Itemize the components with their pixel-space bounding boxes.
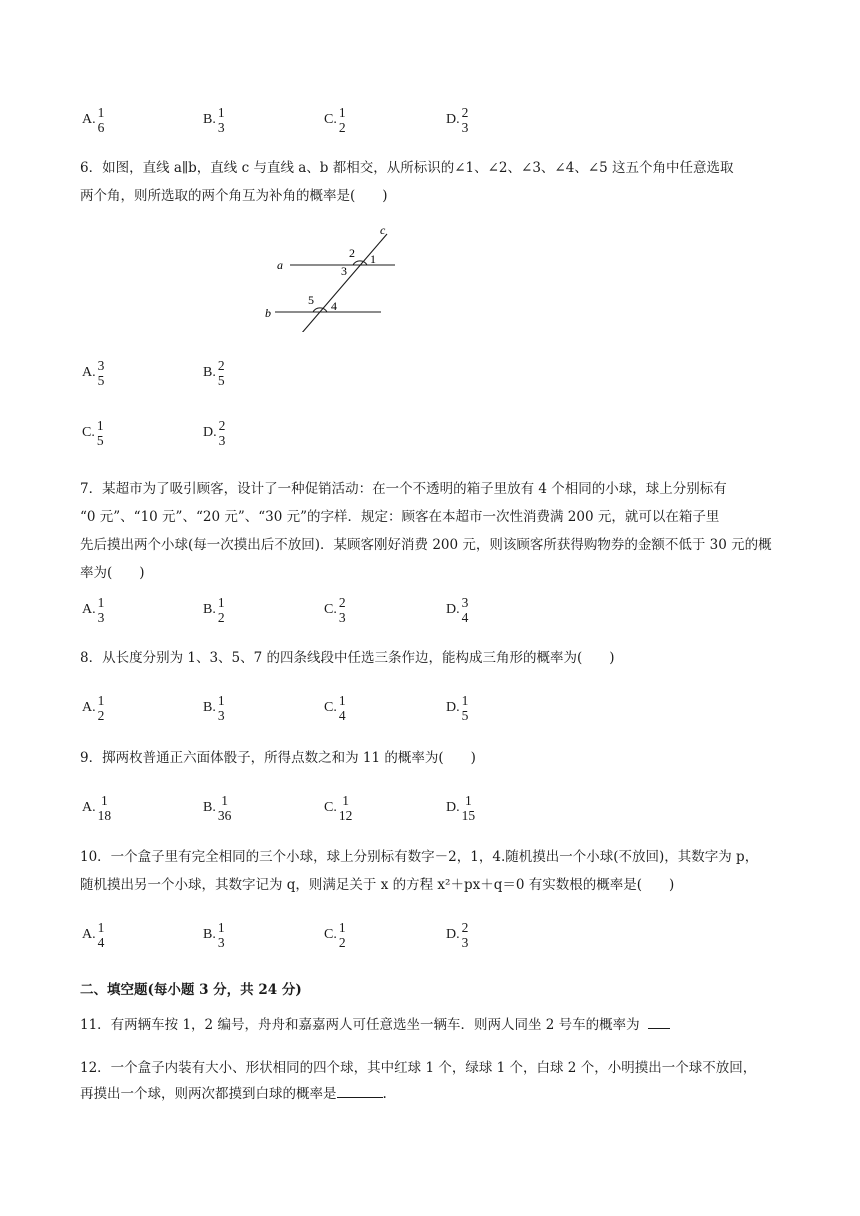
denominator: 15: [461, 808, 476, 823]
numerator: 1: [461, 693, 469, 708]
q12-text-line1: 12．一个盒子内装有大小、形状相同的四个球，其中红球 1 个，绿球 1 个，白球 2 个，小明摸出一个球不放回，: [80, 1060, 757, 1076]
denominator: 18: [97, 808, 112, 823]
denominator: 3: [338, 610, 346, 625]
option-c[interactable]: [82, 413, 105, 453]
option-letter: B.: [203, 602, 216, 617]
numerator: 3: [97, 358, 105, 373]
parallel-lines-figure: [255, 222, 405, 332]
fraction: [218, 418, 227, 448]
numerator: 1: [338, 105, 346, 120]
option-a[interactable]: [82, 353, 105, 393]
section-heading: 二、填空题(每小题 3 分，共 24 分): [80, 982, 302, 998]
fraction: [217, 793, 233, 823]
option-b[interactable]: [203, 915, 226, 955]
option-d[interactable]: [446, 590, 469, 630]
numerator: 1: [97, 920, 105, 935]
angle-arc-1: [353, 261, 367, 265]
numerator: 1: [465, 793, 472, 808]
option-letter: A.: [82, 365, 96, 380]
option-letter: A.: [82, 700, 96, 715]
fraction: [97, 358, 106, 388]
denominator: 4: [461, 610, 469, 625]
option-letter: A.: [82, 927, 96, 942]
option-letter: B.: [203, 927, 216, 942]
option-letter: D.: [446, 700, 460, 715]
denominator: 2: [338, 120, 346, 135]
option-letter: D.: [446, 112, 460, 127]
option-c[interactable]: [324, 100, 347, 140]
option-letter: C.: [324, 700, 337, 715]
option-letter: B.: [203, 800, 216, 815]
denominator: 2: [97, 708, 105, 723]
option-d[interactable]: [446, 100, 469, 140]
label-2: 2: [349, 246, 355, 260]
fraction: [338, 595, 347, 625]
option-c[interactable]: [324, 915, 347, 955]
denominator: 2: [338, 935, 346, 950]
label-c: c: [380, 223, 386, 237]
q8-text-line1: 8．从长度分别为 1、3、5、7 的四条线段中任选三条作边，能构成三角形的概率为( ): [80, 650, 615, 666]
period: .: [382, 1086, 387, 1102]
denominator: 3: [217, 120, 225, 135]
answer-blank[interactable]: [337, 1085, 383, 1098]
denominator: 3: [97, 610, 105, 625]
label-a: a: [277, 258, 283, 272]
label-3: 3: [341, 264, 347, 278]
numerator: 1: [101, 793, 108, 808]
option-c[interactable]: [324, 590, 347, 630]
numerator: 3: [461, 595, 469, 610]
option-b[interactable]: [203, 100, 226, 140]
fraction: [338, 693, 347, 723]
fraction: [217, 693, 226, 723]
label-4: 4: [331, 299, 337, 313]
denominator: 36: [217, 808, 232, 823]
denominator: 5: [217, 373, 225, 388]
option-letter: C.: [324, 602, 337, 617]
denominator: 2: [217, 610, 225, 625]
option-letter: B.: [203, 700, 216, 715]
option-a[interactable]: [82, 590, 105, 630]
option-c[interactable]: [324, 688, 347, 728]
option-letter: A.: [82, 800, 96, 815]
numerator: 1: [338, 693, 346, 708]
option-c[interactable]: [324, 788, 353, 828]
denominator: 3: [461, 935, 469, 950]
fraction: [461, 595, 470, 625]
option-letter: D.: [203, 425, 217, 440]
option-d[interactable]: [446, 688, 469, 728]
option-a[interactable]: [82, 788, 112, 828]
fraction: [338, 920, 347, 950]
numerator: 1: [221, 793, 228, 808]
fraction: [461, 793, 477, 823]
numerator: 2: [338, 595, 346, 610]
option-letter: A.: [82, 112, 96, 127]
option-letter: B.: [203, 365, 216, 380]
q7-text-line3: 先后摸出两个小球(每一次摸出后不放回)．某顾客刚好消费 200 元，则该顾客所获得购物券的金额不低于 30 元的概: [80, 537, 772, 553]
label-1: 1: [370, 252, 376, 266]
option-letter: D.: [446, 800, 460, 815]
denominator: 12: [338, 808, 353, 823]
option-d[interactable]: [203, 413, 226, 453]
q12-text-line2: [80, 1080, 810, 1108]
q7-text-line1: 7．某超市为了吸引顾客，设计了一种促销活动：在一个不透明的箱子里放有 4 个相同的小球，球上分别标有: [80, 481, 727, 497]
q10-text-line2: 随机摸出另一个小球，其数字记为 q，则满足关于 x 的方程 x²＋px＋q＝0 有实数根的概率是( ): [80, 877, 675, 893]
option-letter: C.: [324, 927, 337, 942]
line-c: [301, 234, 387, 332]
q6-text-line2: 两个角，则所选取的两个角互为补角的概率是( ): [80, 188, 388, 204]
option-letter: B.: [203, 112, 216, 127]
label-5: 5: [308, 293, 314, 307]
q11-stem: 11．有两辆车按 1，2 编号，舟舟和嘉嘉两人可任意选坐一辆车．则两人同坐 2 号车的概率为: [80, 1017, 640, 1033]
numerator: 2: [461, 920, 469, 935]
fraction: [338, 793, 354, 823]
denominator: 4: [338, 708, 346, 723]
q10-text-line1: 10．一个盒子里有完全相同的三个小球，球上分别标有数字－2，1，4.随机摸出一个小球(不放回)，其数字为 p，: [80, 849, 759, 865]
option-letter: D.: [446, 927, 460, 942]
fraction: [97, 595, 106, 625]
q9-text-line1: 9．掷两枚普通正六面体骰子，所得点数之和为 11 的概率为( ): [80, 750, 476, 766]
fraction: [97, 693, 106, 723]
fraction: [461, 693, 470, 723]
denominator: 3: [217, 935, 225, 950]
denominator: 5: [96, 433, 104, 448]
numerator: 1: [97, 693, 105, 708]
q11-text: [80, 1011, 810, 1039]
denominator: 3: [218, 433, 226, 448]
fraction: [217, 595, 226, 625]
numerator: 1: [342, 793, 349, 808]
option-a[interactable]: [82, 688, 105, 728]
option-a[interactable]: [82, 915, 105, 955]
option-letter: C.: [82, 425, 95, 440]
option-a[interactable]: [82, 100, 105, 140]
option-d[interactable]: [446, 788, 476, 828]
numerator: 1: [217, 595, 225, 610]
numerator: 1: [217, 693, 225, 708]
fraction: [338, 105, 347, 135]
option-b[interactable]: [203, 590, 226, 630]
fraction: [461, 920, 470, 950]
option-b[interactable]: [203, 353, 226, 393]
fraction: [96, 418, 105, 448]
fraction: [217, 920, 226, 950]
fraction: [217, 358, 226, 388]
fraction: [217, 105, 226, 135]
numerator: 1: [97, 105, 105, 120]
option-b[interactable]: [203, 688, 226, 728]
fraction: [97, 105, 106, 135]
fraction: [97, 793, 113, 823]
fraction: [461, 105, 470, 135]
denominator: 3: [461, 120, 469, 135]
option-d[interactable]: [446, 915, 469, 955]
option-letter: C.: [324, 800, 337, 815]
denominator: 5: [461, 708, 469, 723]
denominator: 5: [97, 373, 105, 388]
answer-blank[interactable]: [648, 1016, 670, 1029]
numerator: 2: [461, 105, 469, 120]
denominator: 4: [97, 935, 105, 950]
numerator: 2: [218, 418, 226, 433]
option-letter: D.: [446, 602, 460, 617]
q7-text-line4: 率为( ): [80, 565, 145, 581]
label-b: b: [265, 306, 271, 320]
fraction: [97, 920, 106, 950]
option-letter: A.: [82, 602, 96, 617]
q12-stem: 再摸出一个球，则两次都摸到白球的概率是: [80, 1086, 337, 1102]
numerator: 1: [217, 105, 225, 120]
option-b[interactable]: [203, 788, 232, 828]
denominator: 6: [97, 120, 105, 135]
numerator: 1: [96, 418, 104, 433]
numerator: 1: [97, 595, 105, 610]
numerator: 1: [217, 920, 225, 935]
q7-text-line2: “0 元”、“10 元”、“20 元”、“30 元”的字样．规定：顾客在本超市一次性消费满 200 元，就可以在箱子里: [80, 509, 720, 525]
denominator: 3: [217, 708, 225, 723]
option-letter: C.: [324, 112, 337, 127]
numerator: 2: [217, 358, 225, 373]
numerator: 1: [338, 920, 346, 935]
q6-text-line1: 6．如图，直线 a∥b，直线 c 与直线 a、b 都相交，从所标识的∠1、∠2、∠3、∠4、∠5 这五个角中任意选取: [80, 160, 734, 176]
